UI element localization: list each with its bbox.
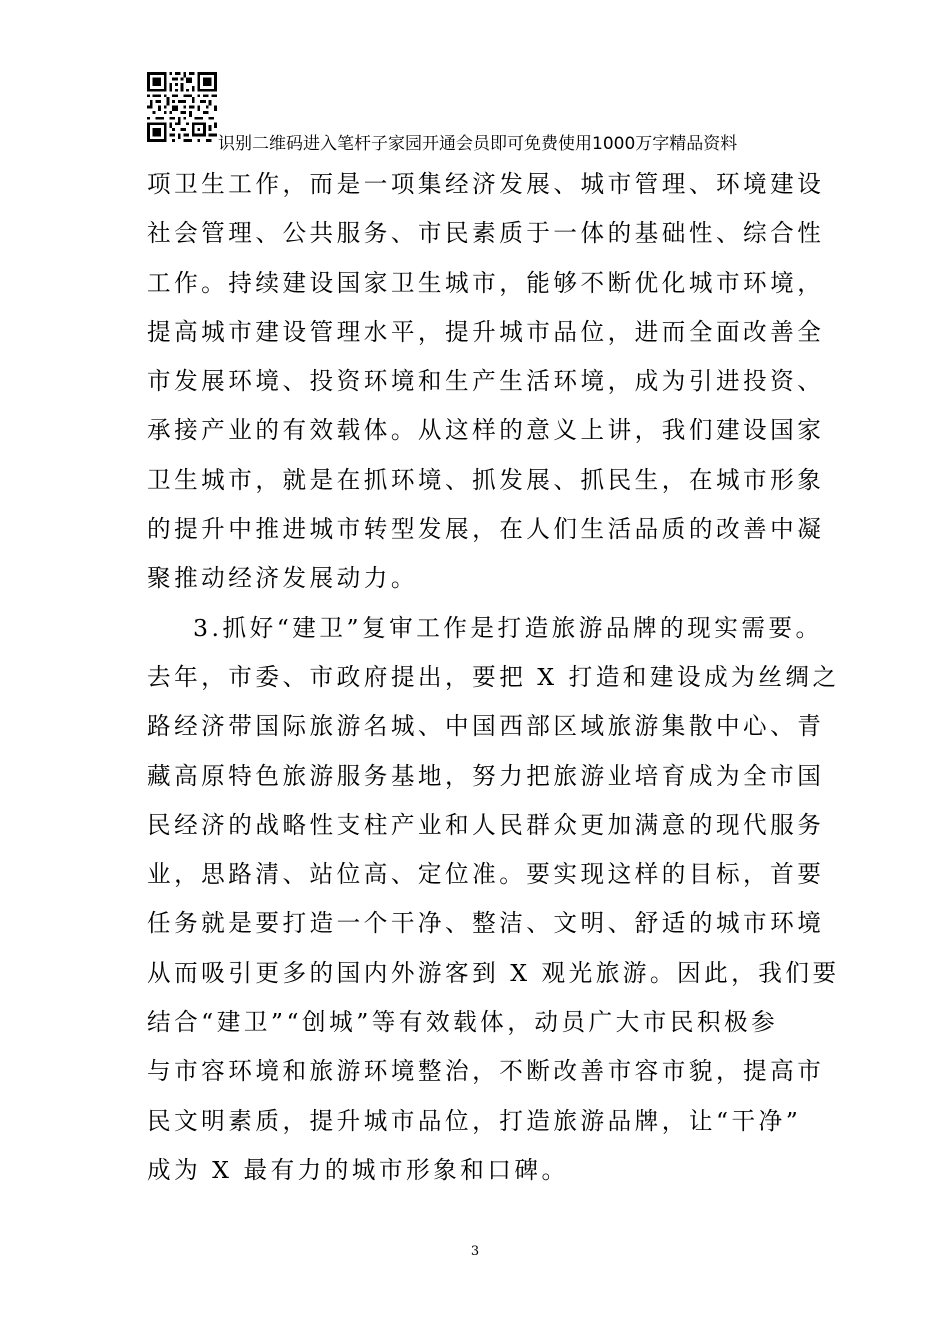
text-line: 卫生城市，就是在抓环境、抓发展、抓民生，在城市形象 — [147, 465, 825, 494]
text-line: 藏高原特色旅游服务基地，努力把旅游业培育成为全市国 — [147, 761, 825, 790]
text-line: 市发展环境、投资环境和生产生活环境，成为引进投资、 — [147, 367, 825, 396]
qr-promo-text: 识别二维码进入笔杆子家园开通会员即可免费使用1000万字精品资料 — [218, 134, 738, 154]
qr-code-graphic — [147, 72, 217, 142]
body-text — [147, 160, 840, 1195]
text-line: 提高城市建设管理水平，提升城市品位，进而全面改善全 — [147, 317, 825, 346]
text-line: 民文明素质，提升城市品位，打造旅游品牌，让“干净” — [147, 1106, 802, 1135]
text-line: 成为 X 最有力的城市形象和口碑。 — [147, 1155, 569, 1184]
text-line: 的提升中推进城市转型发展，在人们生活品质的改善中凝 — [147, 515, 825, 544]
section-heading: 3.抓好“建卫”复审工作是打造旅游品牌的现实需要。 — [193, 613, 823, 642]
text-line: 与市容环境和旅游环境整治，不断改善市容市貌，提高市 — [147, 1057, 825, 1086]
text-line: 工作。持续建设国家卫生城市，能够不断优化城市环境， — [147, 268, 825, 297]
text-line: 去年，市委、市政府提出，要把 X 打造和建设成为丝绸之 — [147, 662, 840, 691]
text-line: 结合“建卫”“创城”等有效载体，动员广大市民积极参 — [147, 1008, 779, 1037]
text-line: 任务就是要打造一个干净、整洁、文明、舒适的城市环境 — [147, 909, 825, 938]
text-line: 聚推动经济发展动力。 — [147, 564, 418, 593]
text-line: 社会管理、公共服务、市民素质于一体的基础性、综合性 — [147, 219, 825, 248]
text-line: 承接产业的有效载体。从这样的意义上讲，我们建设国家 — [147, 416, 825, 445]
text-line: 项卫生工作，而是一项集经济发展、城市管理、环境建设 — [147, 170, 825, 198]
text-line: 民经济的战略性支柱产业和人民群众更加满意的现代服务 — [147, 810, 825, 839]
qr-code-icon[interactable] — [147, 72, 217, 142]
text-line: 路经济带国际旅游名城、中国西部区域旅游集散中心、青 — [147, 712, 825, 741]
text-line: 从而吸引更多的国内外游客到 X 观光旅游。因此，我们要 — [147, 958, 840, 987]
page-number: 3 — [470, 1244, 480, 1259]
text-line: 业，思路清、站位高、定位准。要实现这样的目标，首要 — [147, 860, 825, 889]
